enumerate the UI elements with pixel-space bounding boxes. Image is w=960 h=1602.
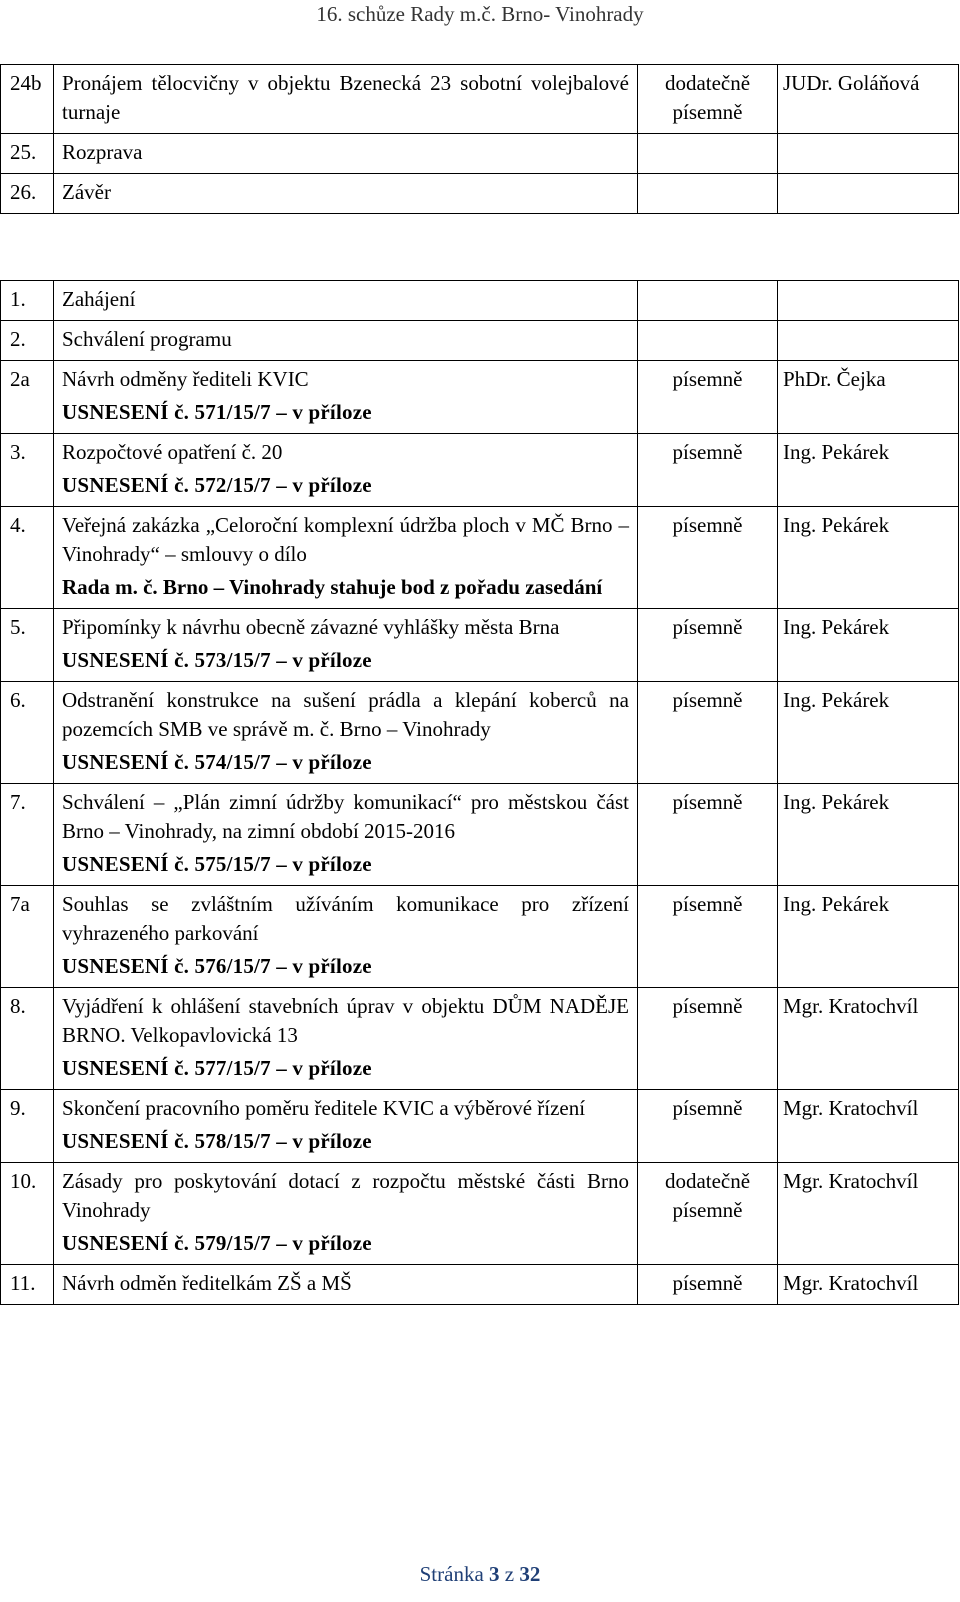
agenda-table (0, 280, 959, 1305)
item-cell (54, 1163, 638, 1265)
item-cell (54, 361, 638, 434)
table-row (1, 784, 959, 886)
resolution-reference: USNESENÍ č. 574/15/7 – v příloze (62, 750, 372, 774)
table-row (1, 361, 959, 434)
item-form: písemně (638, 609, 778, 682)
page-footer (0, 1562, 960, 1587)
item-title: Pronájem tělocvičny v objektu Bzenecká 23 sobotní volejbalové turnaje (54, 65, 638, 134)
page-separator: z (504, 1562, 515, 1586)
item-number: 3. (1, 434, 54, 507)
item-number: 1. (1, 281, 54, 321)
item-responsible: Mgr. Kratochvíl (778, 988, 959, 1090)
resolution-reference: USNESENÍ č. 578/15/7 – v příloze (62, 1129, 372, 1153)
table-row (1, 886, 959, 988)
item-form: písemně (638, 361, 778, 434)
item-form: dodatečně písemně (638, 65, 778, 134)
resolution-reference: USNESENÍ č. 579/15/7 – v příloze (62, 1231, 372, 1255)
item-form (638, 321, 778, 361)
resolution-reference: USNESENÍ č. 571/15/7 – v příloze (62, 400, 372, 424)
item-responsible: Ing. Pekárek (778, 609, 959, 682)
item-cell (54, 507, 638, 609)
table-row (1, 609, 959, 682)
agenda-table-continued (0, 64, 959, 214)
item-title: Připomínky k návrhu obecně závazné vyhlášky města Brna (62, 615, 560, 639)
item-title: Návrh odměny řediteli KVIC (62, 367, 309, 391)
table-row (1, 1090, 959, 1163)
item-responsible: Ing. Pekárek (778, 886, 959, 988)
item-responsible: Ing. Pekárek (778, 434, 959, 507)
item-number: 9. (1, 1090, 54, 1163)
item-responsible: Mgr. Kratochvíl (778, 1090, 959, 1163)
item-number: 2a (1, 361, 54, 434)
page-header: 16. schůze Rady m.č. Brno- Vinohrady (316, 2, 644, 26)
item-form (638, 281, 778, 321)
item-title: Návrh odměn ředitelkám ZŠ a MŠ (54, 1265, 638, 1305)
table-row (1, 281, 959, 321)
item-number: 26. (1, 174, 54, 214)
table-row (1, 682, 959, 784)
item-number: 24b (1, 65, 54, 134)
item-responsible (778, 134, 959, 174)
item-title: Odstranění konstrukce na sušení prádla a klepání koberců na pozemcích SMB ve správě m. č. Brno – Vinohrady (62, 688, 629, 741)
item-responsible (778, 281, 959, 321)
item-title: Rozprava (54, 134, 638, 174)
item-form: písemně (638, 1090, 778, 1163)
table-row (1, 134, 959, 174)
item-title: Skončení pracovního poměru ředitele KVIC a výběrové řízení (62, 1096, 586, 1120)
item-cell (54, 609, 638, 682)
item-responsible: Mgr. Kratochvíl (778, 1163, 959, 1265)
withdrawal-note: Rada m. č. Brno – Vinohrady stahuje bod z pořadu zasedání (62, 575, 603, 599)
item-number: 6. (1, 682, 54, 784)
table-row (1, 65, 959, 134)
item-title: Souhlas se zvláštním užíváním komunikace pro zřízení vyhrazeného parkování (62, 892, 629, 945)
item-title: Schválení programu (54, 321, 638, 361)
page-label: Stránka (419, 1562, 484, 1586)
item-responsible: Ing. Pekárek (778, 784, 959, 886)
item-form: písemně (638, 1265, 778, 1305)
resolution-reference: USNESENÍ č. 572/15/7 – v příloze (62, 473, 372, 497)
item-cell (54, 1090, 638, 1163)
table-row (1, 174, 959, 214)
page-number: 3 (489, 1562, 500, 1586)
item-title: Vyjádření k ohlášení stavebních úprav v objektu DŮM NADĚJE BRNO. Velkopavlovická 13 (62, 994, 629, 1047)
item-cell (54, 988, 638, 1090)
item-cell (54, 434, 638, 507)
item-title: Rozpočtové opatření č. 20 (62, 440, 283, 464)
resolution-reference: USNESENÍ č. 575/15/7 – v příloze (62, 852, 372, 876)
item-form: písemně (638, 784, 778, 886)
item-responsible (778, 174, 959, 214)
item-cell (54, 784, 638, 886)
table-row (1, 988, 959, 1090)
item-form: písemně (638, 988, 778, 1090)
item-title: Závěr (54, 174, 638, 214)
resolution-reference: USNESENÍ č. 577/15/7 – v příloze (62, 1056, 372, 1080)
table-row (1, 434, 959, 507)
item-responsible: Ing. Pekárek (778, 682, 959, 784)
item-number: 5. (1, 609, 54, 682)
item-form: písemně (638, 682, 778, 784)
table-row (1, 1163, 959, 1265)
item-number: 7a (1, 886, 54, 988)
item-form (638, 134, 778, 174)
item-number: 8. (1, 988, 54, 1090)
resolution-reference: USNESENÍ č. 573/15/7 – v příloze (62, 648, 372, 672)
item-title: Zásady pro poskytování dotací z rozpočtu městské části Brno Vinohrady (62, 1169, 629, 1222)
item-responsible: Ing. Pekárek (778, 507, 959, 609)
item-title: Zahájení (54, 281, 638, 321)
page-total: 32 (519, 1562, 541, 1586)
item-form: písemně (638, 507, 778, 609)
item-responsible (778, 321, 959, 361)
item-title: Veřejná zakázka „Celoroční komplexní údržba ploch v MČ Brno – Vinohrady“ – smlouvy o dílo (62, 513, 629, 566)
item-title: Schválení – „Plán zimní údržby komunikací“ pro městskou část Brno – Vinohrady, na zimní období 2015-2016 (62, 790, 629, 843)
resolution-reference: USNESENÍ č. 576/15/7 – v příloze (62, 954, 372, 978)
item-responsible: PhDr. Čejka (778, 361, 959, 434)
table-row (1, 321, 959, 361)
item-responsible: Mgr. Kratochvíl (778, 1265, 959, 1305)
item-cell (54, 682, 638, 784)
table-row (1, 507, 959, 609)
item-cell (54, 886, 638, 988)
item-number: 10. (1, 1163, 54, 1265)
item-number: 25. (1, 134, 54, 174)
item-form: písemně (638, 434, 778, 507)
item-responsible: JUDr. Goláňová (778, 65, 959, 134)
item-form: dodatečně písemně (638, 1163, 778, 1265)
item-number: 11. (1, 1265, 54, 1305)
item-form (638, 174, 778, 214)
item-number: 2. (1, 321, 54, 361)
item-number: 4. (1, 507, 54, 609)
item-form: písemně (638, 886, 778, 988)
item-number: 7. (1, 784, 54, 886)
table-row (1, 1265, 959, 1305)
